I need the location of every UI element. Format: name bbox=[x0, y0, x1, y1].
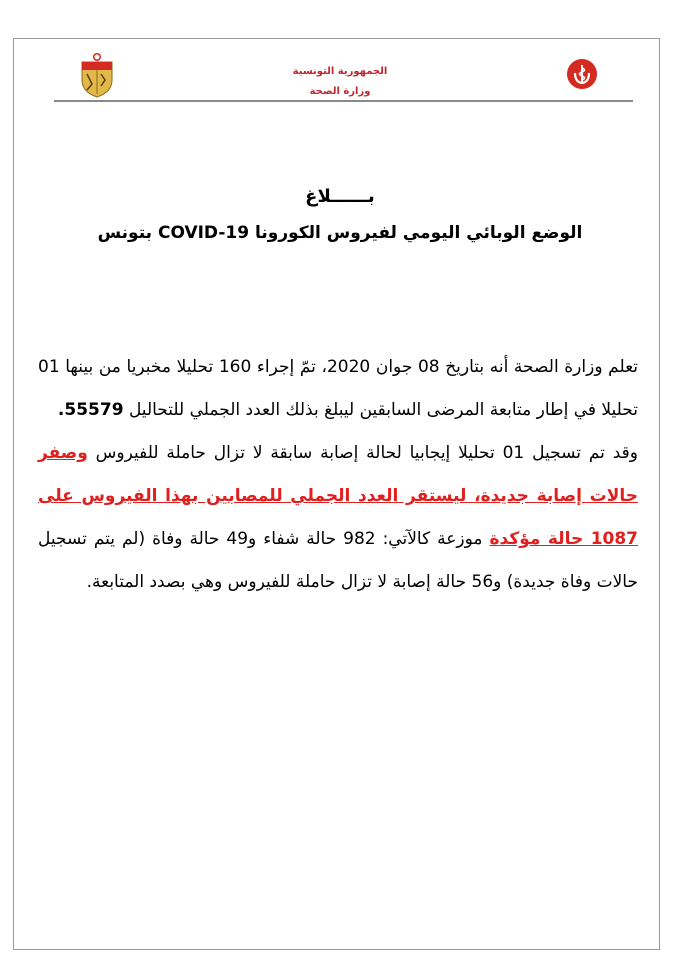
header-divider bbox=[54, 100, 633, 102]
total-tests-value: 55579. bbox=[57, 400, 124, 420]
announcement-body bbox=[38, 346, 638, 604]
confirmed-cases-highlight: وصفر حالات إصابة جديدة، ليستقر العدد الجملي للمصابين بهذا الفيروس على 1087 حالة مؤكدة bbox=[38, 443, 639, 549]
ministry-health-crescent-icon bbox=[566, 58, 598, 90]
cases-breakdown: موزعة كالآتي: 982 حالة شفاء و49 حالة وفاة (لم يتم تسجيل حالات وفاة جديدة) و56 حالة إصابة لا تزال حاملة للفيروس وهي بصدد المتابعة. bbox=[38, 529, 638, 592]
ministry-name: وزارة الصحة bbox=[309, 86, 371, 97]
republic-name: الجمهورية التونسية bbox=[292, 66, 388, 77]
letterhead bbox=[250, 62, 430, 102]
announcement-subtitle: الوضع الوبائي اليومي لفيروس الكورونا COVID-19 بتونس bbox=[97, 223, 583, 243]
paragraph-cases bbox=[38, 432, 638, 604]
paragraph-tests bbox=[38, 346, 638, 432]
announcement-label: بــــــلاغ bbox=[305, 186, 375, 207]
tests-sentence: تعلم وزارة الصحة أنه بتاريخ 08 جوان 2020، تمّ إجراء 160 تحليلا مخبريا من بينها 01 تحليلا في إطار متابعة المرضى السابقين ليبلغ بذلك العدد الجملي للتحاليل bbox=[38, 357, 639, 420]
cases-intro: وقد تم تسجيل 01 تحليلا إيجابيا لحالة إصابة سابقة لا تزال حاملة للفيروس bbox=[95, 443, 638, 463]
tunisia-coat-of-arms-icon bbox=[78, 52, 116, 98]
announcement-title-block bbox=[30, 182, 650, 248]
